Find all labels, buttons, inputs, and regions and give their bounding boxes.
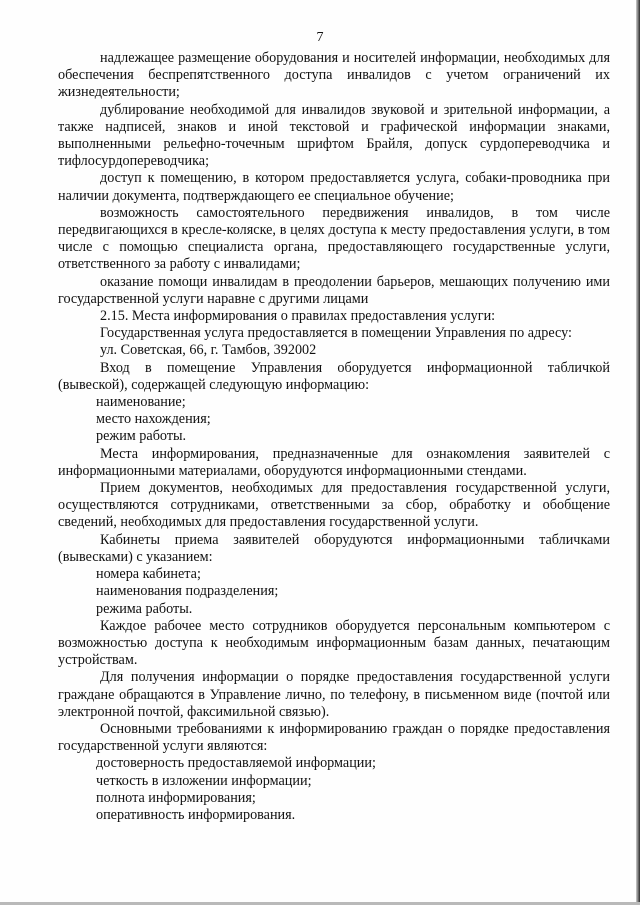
list-item: режима работы. [96,600,193,617]
paragraph-info-requirements: Основными требованиями к информированию граждан о порядке предоставления государственной услуги являются: [58,720,610,755]
document-body [58,50,610,824]
paragraph-obtaining-info: Для получения информации о порядке предоставления государственной услуги граждане обращаются в Управление лично, по телефону, в письменном виде (почтой или электронной почтой, факсимильной связью). [58,669,610,720]
paragraph-workstations: Каждое рабочее место сотрудников оборудуется персональным компьютером с возможностью доступа к необходимым информационным базам данных, печатающим устройствам. [58,617,610,669]
list-item: оперативность информирования. [96,806,296,823]
paragraph-document-intake: Прием документов, необходимых для предоставления государственной услуги, осуществляются сотрудниками, ответственными за сбор, обработку и обобщение сведений, необходимых для предоставления государственной услуги. [58,480,610,531]
list-item: достоверность предоставляемой информации; [96,755,376,772]
list-item: наименования подразделения; [96,583,279,600]
paragraph-service-location: Государственная услуга предоставляется в помещении Управления по адресу: [100,325,572,342]
paragraph-braille-duplication: дублирование необходимой для инвалидов звуковой и зрительной информации, а также надписей, знаков и иной текстовой и графической информации знаками, выполненными рельефно-точечным шрифтом Брайля, допуск сурдопереводчика и тифлосурдопереводчика; [58,101,610,170]
page-number: 7 [316,30,324,45]
list-item: наименование; [96,394,186,411]
paragraph-entrance-sign: Вход в помещение Управления оборудуется информационной табличкой (вывеской), содержащей следующую информацию: [58,359,610,393]
paragraph-independent-movement: возможность самостоятельного передвижения инвалидов, в том числе передвигающихся в кресле-коляске, в целях доступа к месту предоставления услуги, в том числе с помощью специалиста органа, предоставляющего государственные услуги, ответственного за работу с инвалидами; [58,204,610,273]
list-item: режим работы. [96,428,187,445]
list-item: номера кабинета; [96,566,201,583]
address-line: ул. Советская, 66, г. Тамбов, 392002 [100,342,317,359]
paragraph-info-stands: Места информирования, предназначенные для ознакомления заявителей с информационными материалами, оборудуются информационными стендами. [58,445,610,479]
scan-edge-shadow [636,0,640,905]
list-item: четкость в изложении информации; [96,772,312,789]
section-heading-2-15: 2.15. Места информирования о правилах предоставления услуги: [100,308,496,325]
list-item: место нахождения; [96,411,211,428]
list-item: полнота информирования; [96,789,256,806]
paragraph-guide-dog-access: доступ к помещению, в котором предоставляется услуга, собаки-проводника при наличии документа, подтверждающего ее специальное обучение; [58,170,610,204]
paragraph-office-signs: Кабинеты приема заявителей оборудуются информационными табличками (вывесками) с указанием: [58,531,610,565]
paragraph-accessible-placement: надлежащее размещение оборудования и носителей информации, необходимых для обеспечения беспрепятственного доступа инвалидов с учетом ограничений их жизнедеятельности; [58,50,610,101]
paragraph-barrier-assistance: оказание помощи инвалидам в преодолении барьеров, мешающих получению ими государственной услуги наравне с другими лицами [58,273,610,307]
